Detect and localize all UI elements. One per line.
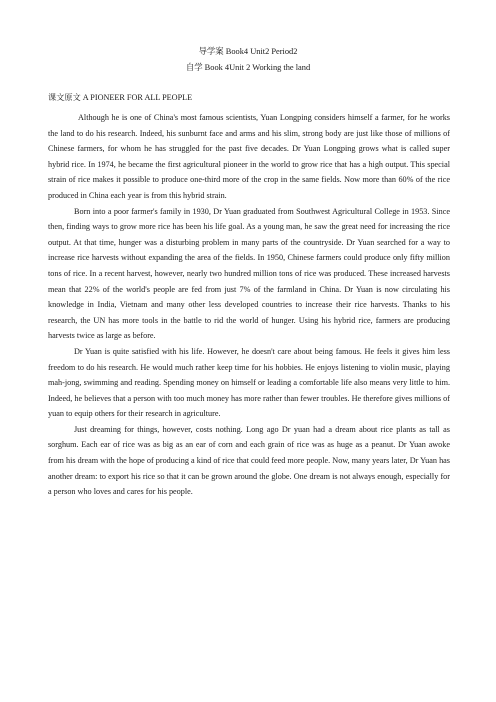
paragraph-3: Dr Yuan is quite satisfied with his life. However, he doesn't care about being famous. He feels it gives him less freedom to do his research. He would much rather keep time for his hobbies. He enjoys listening to violin music, playing mah-jong, swimming and reading. Spending money on himself or leading a comfortable life also means very little to him. Indeed, he believes that a person with too much money has more rather than fewer troubles. He therefore gives millions of yuan to equip others for their research in agriculture. xyxy=(48,346,450,419)
document-header xyxy=(0,0,496,76)
paragraph-2: Born into a poor farmer's family in 1930, Dr Yuan graduated from Southwest Agricultural College in 1953. Since then, finding ways to grow more rice has been his life goal. As a young man, he saw the great need for increasing the rice output. At that time, hunger was a disturbing problem in many parts of the countryside. Dr Yuan searched for a way to increase rice harvests without expanding the area of the fields. In 1950, Chinese farmers could produce only fifty million tons of rice. In a recent harvest, however, nearly two hundred million tons of rice was produced. These increased harvests mean that 22% of the world's people are fed from just 7% of the farmland in China. Dr Yuan is now circulating his knowledge in India, Vietnam and many other less developed countries to increase their rice harvests. Thanks to his research, the UN has more tools in the battle to rid the world of hunger. Using his hybrid rice, farmers are producing harvests twice as large as before. xyxy=(48,206,450,341)
article-body xyxy=(48,110,450,500)
paragraph-4: Just dreaming for things, however, costs nothing. Long ago Dr yuan had a dream about rice plants as tall as sorghum. Each ear of rice was as big as an ear of corn and each grain of rice was as huge as a peanut. Dr Yuan awoke from his dream with the hope of producing a kind of rice that could feed more people. Now, many years later, Dr Yuan has another dream: to export his rice so that it can be grown around the globe. One dream is not always enough, especially for a person who loves and cares for his people. xyxy=(48,424,450,497)
paragraph-1: Although he is one of China's most famous scientists, Yuan Longping considers himself a farmer, for he works the land to do his research. Indeed, his sunburnt face and arms and his slim, strong body are just like those of millions of Chinese farmers, for whom he has struggled for the past five decades. Dr Yuan Longping grows what is called super hybrid rice. In 1974, he became the first agricultural pioneer in the world to grow rice that has a high output. This special strain of rice makes it possible to produce one-third more of the crop in the same fields. Now more than 60% of the rice produced in China each year is from this hybrid strain. xyxy=(48,113,450,200)
header-subtitle: 自学 Book 4Unit 2 Working the land xyxy=(185,63,311,72)
header-title: 导学案 Book4 Unit2 Period2 xyxy=(198,47,298,56)
section-heading: 课文原文 A PIONEER FOR ALL PEOPLE xyxy=(48,93,193,102)
